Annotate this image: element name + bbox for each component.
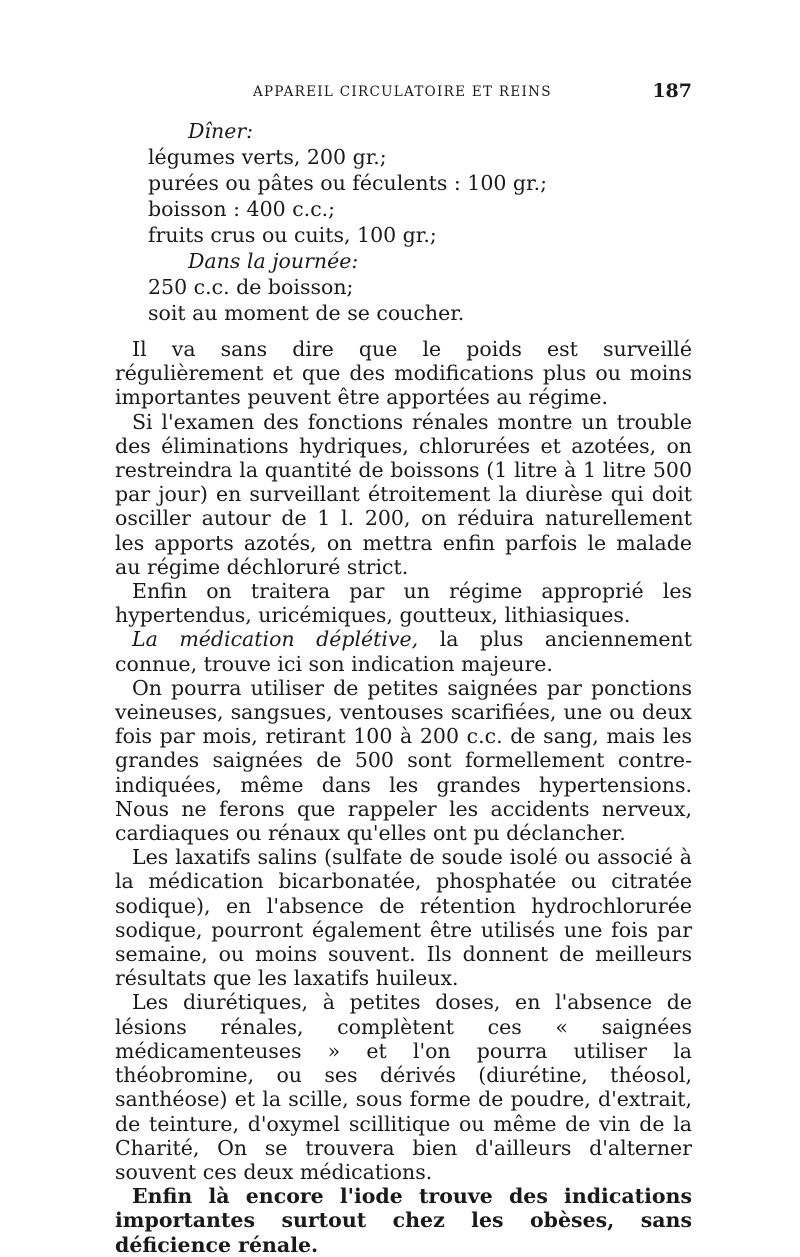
paragraph: Si l'examen des fonctions rénales montre un trouble des éliminations hydriques, chlorurées et azotées, on restreindra la quantité de boissons (1 litre à 1 litre 500 par jour) en surveillant étroitement la diurèse qui doit osciller autour de 1 l. 200, on réduira naturellement les apports azotés, on mettra enfin parfois le malade au régime déchloruré strict. xyxy=(115,409,692,579)
journee-menu xyxy=(148,248,464,326)
body-text xyxy=(115,337,692,1257)
menu-item: légumes verts, 200 gr.; xyxy=(148,145,387,169)
diner-menu xyxy=(148,118,547,248)
diner-label: Dîner: xyxy=(188,119,254,143)
menu-item: purées ou pâtes ou féculents : 100 gr.; xyxy=(148,171,548,195)
paragraph: Enfin là encore l'iode trouve des indications importantes surtout chez les obèses, sans déficience rénale. xyxy=(115,1184,692,1257)
paragraph: On pourra utiliser de petites saignées par ponctions veineuses, sangsues, ventouses scarifiées, une ou deux fois par mois, retirant 100 à 200 c.c. de sang, mais les grandes saignées de 500 sont formellement contre-indiquées, même dans les grandes hypertensions. Nous ne ferons que rappeler les accidents nerveux, cardiaques ou rénaux qu'elles ont pu déclancher. xyxy=(115,675,692,846)
page-header xyxy=(115,80,692,110)
page-number: 187 xyxy=(652,80,692,102)
menu-item: soit au moment de se coucher. xyxy=(148,301,465,325)
menu-item: 250 c.c. de boisson; xyxy=(148,275,354,299)
paragraph: Les diurétiques, à petites doses, en l'absence de lésions rénales, complètent ces « saignées médicamenteuses » et l'on pourra utiliser la théobromine, ou ses dérivés (diurétine, théosol, santhéose) et la scille, sous forme de poudre, d'extrait, de teinture, d'oxymel scillitique ou même de vin de la Charité, On se trouvera bien d'ailleurs d'alterner souvent ces deux médications. xyxy=(115,990,692,1184)
menu-item: boisson : 400 c.c.; xyxy=(148,197,336,221)
menu-item: fruits crus ou cuits, 100 gr.; xyxy=(148,223,437,247)
running-title: APPAREIL CIRCULATOIRE ET REINS xyxy=(253,84,552,100)
paragraph-text: la plus anciennement connue, trouve ici son indication majeure. xyxy=(115,627,693,676)
paragraph: Enfin on traitera par un régime approprié les hypertendus, uricémiques, goutteux, lithiasiques. xyxy=(115,579,692,628)
paragraph: Les laxatifs salins (sulfate de soude isolé ou associé à la médication bicarbonatée, phosphatée ou citratée sodique), en l'absence de rétention hydrochlorurée sodique, pourront également être utilisés une fois par semaine, ou moins souvent. Ils donnent de meilleurs résultats que les laxatifs huileux. xyxy=(115,845,692,991)
journee-label: Dans la journée: xyxy=(188,249,359,273)
italic-term: La médication déplétive, xyxy=(132,627,419,652)
paragraph: Il va sans dire que le poids est surveillé régulièrement et que des modifications plus ou moins importantes peuvent être apportées au régime. xyxy=(115,337,692,410)
paragraph xyxy=(115,627,692,675)
